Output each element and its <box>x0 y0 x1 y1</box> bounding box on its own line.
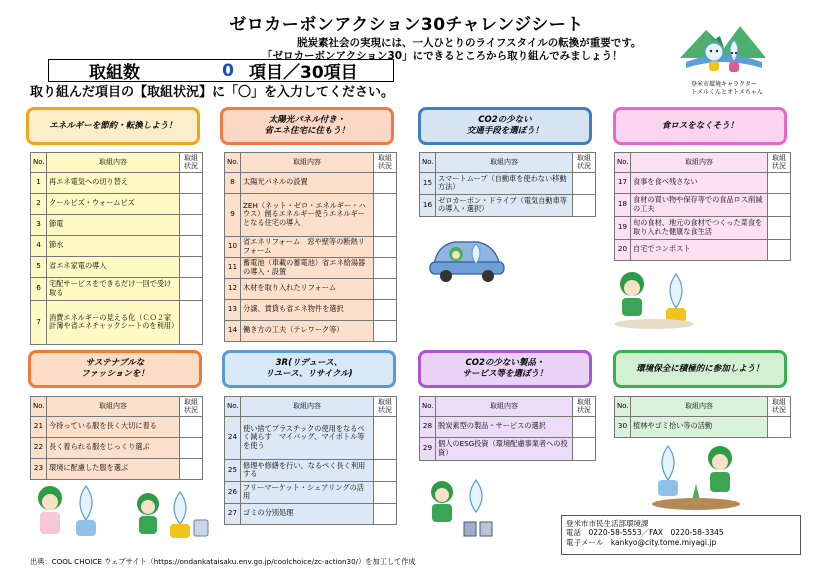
status-cell[interactable] <box>768 193 791 216</box>
status-cell[interactable] <box>573 416 596 437</box>
category-housing-title-2: 省エネ住宅に住もう！ <box>264 126 350 136</box>
table-row <box>225 299 397 320</box>
item-no: 21 <box>31 416 47 437</box>
source-footnote: 出典：COOL CHOICE ウェブサイト（https://ondankataisaku.env.go.jp/coolchoice/zc-action30/）を加工して作成 <box>30 557 416 566</box>
subtitle-line-1: 脱炭素社会の実現には、一人ひとりのライフスタイルの転換が重要です。 <box>297 37 642 49</box>
table-housing <box>224 152 397 342</box>
status-cell[interactable] <box>374 278 397 299</box>
item-no: 23 <box>31 458 47 479</box>
action-count-box <box>48 59 394 82</box>
category-transport-title-1: CO2の少ない <box>478 115 532 126</box>
food-characters-illustration <box>606 268 702 332</box>
item-no: 11 <box>225 257 241 278</box>
col-content: 取組内容 <box>241 153 374 173</box>
table-row <box>420 172 596 194</box>
category-3r-title-2: リユース、リサイクル) <box>265 369 353 379</box>
count-value[interactable]: 0 <box>222 60 234 81</box>
table-row <box>420 416 596 437</box>
item-text: 省エネリフォーム 窓や壁等の断熱リフォーム <box>241 236 374 257</box>
item-no: 27 <box>225 503 241 524</box>
page-title: ゼロカーボンアクション30チャレンジシート <box>229 15 584 35</box>
subtitle-line-2: 「ゼロカーボンアクション30」にできるところから取り組んでみましょう！ <box>262 50 623 62</box>
item-no: 20 <box>615 239 631 260</box>
item-text: 太陽光パネルの設置 <box>241 172 374 193</box>
item-no: 17 <box>615 172 631 193</box>
col-content: 取組内容 <box>631 153 768 173</box>
item-text: 修理や修繕を行い、なるべく長く利用する <box>241 459 374 481</box>
item-no: 10 <box>225 236 241 257</box>
category-products-title-1: CO2の少ない製品・ <box>465 358 545 369</box>
item-text: 節電 <box>47 214 180 235</box>
status-cell[interactable] <box>573 437 596 460</box>
category-food-title: 食ロスをなくそう！ <box>661 120 739 131</box>
item-no: 12 <box>225 278 241 299</box>
col-no: No. <box>615 397 631 417</box>
table-row <box>31 437 203 458</box>
table-row <box>225 503 397 524</box>
item-no: 29 <box>420 437 436 460</box>
item-no: 30 <box>615 416 631 437</box>
category-fashion <box>28 350 202 388</box>
category-food <box>613 107 787 145</box>
category-transport <box>418 107 592 145</box>
item-text: 使い捨てプラスチックの使用をなるべく減らす マイバッグ、マイボトル等を使う <box>241 416 374 459</box>
table-row <box>225 416 397 459</box>
fashion-characters-illustration <box>30 482 110 544</box>
status-cell[interactable] <box>573 172 596 194</box>
table-row <box>31 214 203 235</box>
table-row <box>420 437 596 460</box>
item-text: 働き方の工夫（テレワーク等） <box>241 320 374 341</box>
item-text: 分譲、賃貸も省エネ物件を選択 <box>241 299 374 320</box>
status-cell[interactable] <box>180 235 203 256</box>
table-row <box>31 277 203 300</box>
item-text: 再エネ電気への切り替え <box>47 172 180 193</box>
status-cell[interactable] <box>180 214 203 235</box>
item-text: スマートムーブ（自動車を使わない移動方法） <box>436 172 573 194</box>
col-status: 取組状況 <box>180 397 203 417</box>
item-no: 15 <box>420 172 436 194</box>
status-cell[interactable] <box>374 257 397 278</box>
table-row <box>615 416 791 437</box>
status-cell[interactable] <box>180 300 203 344</box>
category-energy <box>26 107 200 145</box>
status-cell[interactable] <box>180 277 203 300</box>
col-content: 取組内容 <box>436 397 573 417</box>
item-no: 28 <box>420 416 436 437</box>
item-no: 1 <box>31 172 47 193</box>
contact-department: 登米市市民生活部環境課 <box>566 519 649 528</box>
item-no: 2 <box>31 193 47 214</box>
car-illustration <box>424 222 510 288</box>
col-no: No. <box>420 397 436 417</box>
table-row <box>225 257 397 278</box>
table-fashion <box>30 396 203 480</box>
table-food <box>614 152 791 261</box>
table-products <box>419 396 596 461</box>
category-environment <box>613 350 787 388</box>
logo-caption-line-1: 登米市環境キャラクター <box>691 81 757 88</box>
category-products <box>418 350 592 388</box>
city-character-logo <box>676 18 768 82</box>
item-no: 14 <box>225 320 241 341</box>
item-no: 9 <box>225 193 241 236</box>
table-row <box>225 459 397 481</box>
status-cell[interactable] <box>374 172 397 193</box>
category-housing-title-1: 太陽光パネル付き・ <box>268 115 346 126</box>
contact-email[interactable]: 電子メール kankyo@city.tome.miyagi.jp <box>566 537 717 547</box>
status-cell[interactable] <box>768 216 791 239</box>
item-text: 環境に配慮した服を選ぶ <box>47 458 180 479</box>
item-no: 24 <box>225 416 241 459</box>
item-text: 植林やゴミ拾い等の活動 <box>631 416 768 437</box>
col-status: 取組状況 <box>180 153 203 173</box>
item-text: 節水 <box>47 235 180 256</box>
item-no: 8 <box>225 172 241 193</box>
table-energy <box>30 152 203 345</box>
table-transport <box>419 152 596 217</box>
status-cell[interactable] <box>180 458 203 479</box>
item-text: ゴミの分別処理 <box>241 503 374 524</box>
status-cell[interactable] <box>374 459 397 481</box>
item-no: 26 <box>225 481 241 503</box>
col-content: 取組内容 <box>631 397 768 417</box>
recycling-characters-illustration <box>420 478 500 540</box>
tomeru-character-icon <box>705 43 723 71</box>
col-no: No. <box>420 153 436 173</box>
col-no: No. <box>225 153 241 173</box>
status-cell[interactable] <box>180 172 203 193</box>
item-no: 3 <box>31 214 47 235</box>
count-label: 取組数 <box>89 63 140 83</box>
col-no: No. <box>31 153 47 173</box>
table-row <box>225 172 397 193</box>
item-text: 省エネ家電の導入 <box>47 256 180 277</box>
table-row <box>225 278 397 299</box>
logo-caption <box>691 81 763 97</box>
count-suffix: 項目／30項目 <box>249 63 358 83</box>
category-products-title-2: サービス等を選ぼう！ <box>462 369 548 379</box>
logo-caption-line-2: トメルくんとオトメちゃん <box>691 88 763 96</box>
status-cell[interactable] <box>768 172 791 193</box>
col-content: 取組内容 <box>47 153 180 173</box>
item-text: フリーマーケット・シェアリングの活用 <box>241 481 374 503</box>
item-text: 宅配サービスをできるだけ一回で受け取る <box>47 277 180 300</box>
table-row <box>31 416 203 437</box>
item-text: 食材の買い物や保存等での食品ロス削減の工夫 <box>631 193 768 216</box>
item-text: 長く着られる服をじっくり選ぶ <box>47 437 180 458</box>
category-fashion-title-2: ファッションを！ <box>81 369 149 379</box>
item-no: 13 <box>225 299 241 320</box>
table-row <box>420 194 596 216</box>
status-cell[interactable] <box>374 503 397 524</box>
category-fashion-title-1: サステナブルな <box>85 358 145 369</box>
category-housing <box>220 107 394 145</box>
col-status: 取組状況 <box>573 397 596 417</box>
col-no: No. <box>615 153 631 173</box>
col-content: 取組内容 <box>241 397 374 417</box>
item-no: 4 <box>31 235 47 256</box>
table-row <box>615 239 791 260</box>
status-cell[interactable] <box>374 236 397 257</box>
table-row <box>225 320 397 341</box>
item-text: 脱炭素型の製品・サービスの選択 <box>436 416 573 437</box>
col-status: 取組状況 <box>768 397 791 417</box>
shopping-characters-illustration <box>132 490 212 542</box>
col-no: No. <box>225 397 241 417</box>
category-energy-title: エネルギーを節約・転換しよう！ <box>49 120 177 131</box>
contact-phone-fax: 電話 0220-58-5553／FAX 0220-58-3345 <box>566 528 724 538</box>
item-no: 6 <box>31 277 47 300</box>
item-text: 旬の食材、地元の食材でつくった菜食を取り入れた健康な食生活 <box>631 216 768 239</box>
category-3r-title-1: 3R(リデュース、 <box>275 358 343 369</box>
instruction-text: 取り組んだ項目の【取組状況】に「〇」を入力してください。 <box>30 85 395 100</box>
category-3r <box>222 350 396 388</box>
col-no: No. <box>31 397 47 417</box>
table-row <box>615 216 791 239</box>
status-cell[interactable] <box>180 193 203 214</box>
item-text: 食事を食べ残さない <box>631 172 768 193</box>
table-row <box>31 300 203 344</box>
status-cell[interactable] <box>180 416 203 437</box>
table-row <box>31 172 203 193</box>
item-text: 自宅でコンポスト <box>631 239 768 260</box>
col-status: 取組状況 <box>768 153 791 173</box>
item-no: 18 <box>615 193 631 216</box>
category-environment-title: 環境保全に積極的に参加しよう！ <box>636 363 764 374</box>
item-no: 7 <box>31 300 47 344</box>
contact-box <box>561 515 801 555</box>
table-environment <box>614 396 791 438</box>
table-row <box>31 458 203 479</box>
status-cell[interactable] <box>573 194 596 216</box>
item-no: 16 <box>420 194 436 216</box>
item-no: 22 <box>31 437 47 458</box>
col-status: 取組状況 <box>374 153 397 173</box>
item-no: 5 <box>31 256 47 277</box>
status-cell[interactable] <box>768 239 791 260</box>
status-cell[interactable] <box>374 416 397 459</box>
table-row <box>225 236 397 257</box>
status-cell[interactable] <box>374 481 397 503</box>
table-row <box>225 481 397 503</box>
item-text: ゼロカーボン・ドライブ（電気自動車等の導入・選択） <box>436 194 573 216</box>
table-3r <box>224 396 397 525</box>
item-text: クールビズ・ウォームビズ <box>47 193 180 214</box>
table-row <box>615 172 791 193</box>
status-cell[interactable] <box>180 437 203 458</box>
col-status: 取組状況 <box>573 153 596 173</box>
table-row <box>225 193 397 236</box>
table-row <box>615 193 791 216</box>
status-cell[interactable] <box>374 299 397 320</box>
item-text: 今持っている服を長く大切に着る <box>47 416 180 437</box>
category-transport-title-2: 交通手段を選ぼう！ <box>466 126 544 136</box>
status-cell[interactable] <box>374 320 397 341</box>
item-text: 消費エネルギーの見える化（ＣＯ２家計簿や省エネチャックシートのを利用） <box>47 300 180 344</box>
item-text: 木材を取り入れたリフォーム <box>241 278 374 299</box>
item-text: ZEH（ネット・ゼロ・エネルギー・ハウス）創るエネルギー使うエネルギーとなる住宅の導入 <box>241 193 374 236</box>
col-content: 取組内容 <box>47 397 180 417</box>
status-cell[interactable] <box>374 193 397 236</box>
tree-planting-illustration <box>640 440 750 514</box>
status-cell[interactable] <box>768 416 791 437</box>
col-status: 取組状況 <box>374 397 397 417</box>
item-text: 個人のESG投資（環境配慮事業者への投資） <box>436 437 573 460</box>
item-no: 19 <box>615 216 631 239</box>
status-cell[interactable] <box>180 256 203 277</box>
table-row <box>31 235 203 256</box>
col-content: 取組内容 <box>436 153 573 173</box>
item-no: 25 <box>225 459 241 481</box>
item-text: 蓄電池（車載の蓄電池）省エネ給湯器の導入・設置 <box>241 257 374 278</box>
table-row <box>31 193 203 214</box>
table-row <box>31 256 203 277</box>
